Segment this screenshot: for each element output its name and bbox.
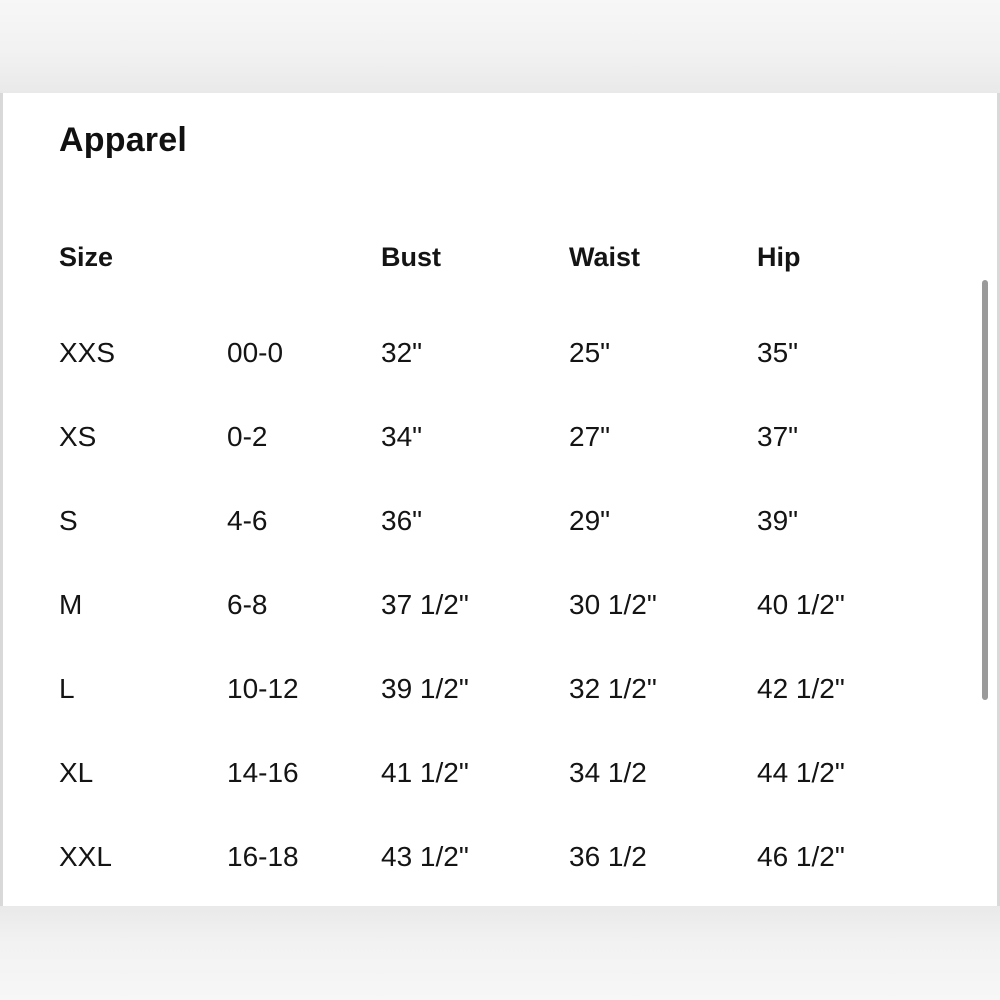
cell-bust: 32" bbox=[381, 337, 423, 368]
cell-hip: 44 1/2" bbox=[757, 757, 845, 788]
table-header-row bbox=[59, 237, 939, 277]
cell-bust: 36" bbox=[381, 505, 423, 536]
cell-size: XXS bbox=[59, 337, 116, 368]
cell-us-size: 0-2 bbox=[227, 421, 268, 452]
cell-size: XXL bbox=[59, 841, 112, 872]
cell-us-size: 16-18 bbox=[227, 841, 299, 872]
cell-waist: 27" bbox=[569, 421, 611, 452]
table-row bbox=[59, 585, 939, 625]
cell-hip: 40 1/2" bbox=[757, 589, 845, 620]
cell-waist: 32 1/2" bbox=[569, 673, 657, 704]
top-backdrop bbox=[0, 0, 1000, 93]
cell-hip: 35" bbox=[757, 337, 799, 368]
cell-us-size: 10-12 bbox=[227, 673, 299, 704]
cell-waist: 34 1/2 bbox=[569, 757, 647, 788]
cell-us-size: 00-0 bbox=[227, 337, 284, 368]
table-row bbox=[59, 333, 939, 373]
cell-us-size: 4-6 bbox=[227, 505, 268, 536]
bottom-backdrop bbox=[0, 906, 1000, 1000]
header-hip: Hip bbox=[757, 242, 801, 272]
page-title: Apparel bbox=[59, 121, 187, 159]
table-row bbox=[59, 837, 939, 877]
cell-size: XS bbox=[59, 421, 97, 452]
table-row bbox=[59, 417, 939, 457]
cell-waist: 36 1/2 bbox=[569, 841, 647, 872]
vertical-scrollbar[interactable] bbox=[982, 280, 990, 700]
cell-us-size: 6-8 bbox=[227, 589, 268, 620]
table-row bbox=[59, 753, 939, 793]
cell-hip: 46 1/2" bbox=[757, 841, 845, 872]
header-waist: Waist bbox=[569, 242, 641, 272]
cell-hip: 37" bbox=[757, 421, 799, 452]
cell-waist: 30 1/2" bbox=[569, 589, 657, 620]
cell-size: S bbox=[59, 505, 78, 536]
cell-size: M bbox=[59, 589, 83, 620]
table-row bbox=[59, 501, 939, 541]
cell-waist: 25" bbox=[569, 337, 611, 368]
cell-us-size: 14-16 bbox=[227, 757, 299, 788]
header-bust: Bust bbox=[381, 242, 441, 272]
cell-size: XL bbox=[59, 757, 94, 788]
cell-bust: 43 1/2" bbox=[381, 841, 469, 872]
cell-bust: 39 1/2" bbox=[381, 673, 469, 704]
table-row bbox=[59, 669, 939, 709]
cell-bust: 34" bbox=[381, 421, 423, 452]
cell-hip: 39" bbox=[757, 505, 799, 536]
size-chart-panel bbox=[3, 93, 997, 906]
cell-bust: 41 1/2" bbox=[381, 757, 469, 788]
cell-waist: 29" bbox=[569, 505, 611, 536]
cell-hip: 42 1/2" bbox=[757, 673, 845, 704]
scrollbar-thumb[interactable] bbox=[982, 280, 988, 700]
cell-size: L bbox=[59, 673, 75, 704]
header-size: Size bbox=[59, 242, 114, 272]
cell-bust: 37 1/2" bbox=[381, 589, 469, 620]
